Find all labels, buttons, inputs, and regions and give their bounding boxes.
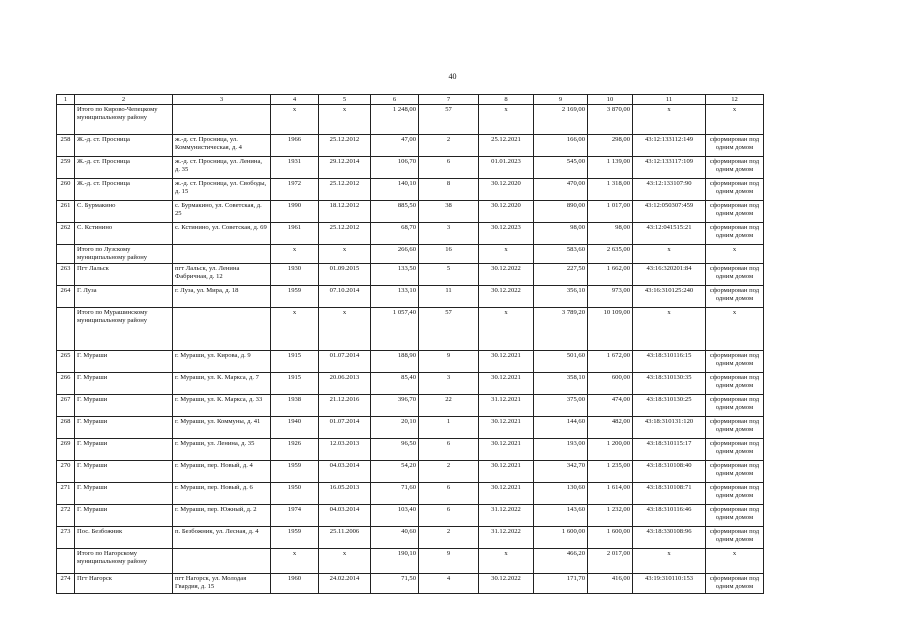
cadastral-number: 43:18:310130:25: [633, 395, 706, 417]
table-row: [57, 135, 764, 157]
address: пгт Лальск, ул. Ленина Фабричная, д. 12: [173, 264, 271, 286]
planned-resettlement-date: 30.12.2021: [479, 461, 534, 483]
row-number: 273: [57, 527, 75, 549]
address: [173, 245, 271, 264]
subtotal-row: [57, 308, 764, 351]
date-recognized-emergency: х: [319, 105, 371, 135]
subtotal-row: [57, 105, 764, 135]
settlement-name: Г. Мураши: [75, 505, 173, 527]
table-row: [57, 439, 764, 461]
cadastral-number: 43:12:041515:21: [633, 223, 706, 245]
date-recognized-emergency: х: [319, 549, 371, 574]
address: г. Мураши, ул. Кирова, д. 9: [173, 351, 271, 373]
settlement-name: Г. Мураши: [75, 373, 173, 395]
area: 71,60: [371, 483, 419, 505]
year-built: 1972: [271, 179, 319, 201]
land-status: сформирован под одним домом: [706, 373, 764, 395]
settlement-name: Г. Мураши: [75, 351, 173, 373]
date-recognized-emergency: 16.05.2013: [319, 483, 371, 505]
row-number: 260: [57, 179, 75, 201]
land-area: 466,20: [534, 549, 588, 574]
settlement-name: Г. Мураши: [75, 483, 173, 505]
housing-register-table: [56, 94, 764, 594]
land-area: 130,60: [534, 483, 588, 505]
row-number: 263: [57, 264, 75, 286]
address: ж.-д. ст. Просница, ул. Ленина, д. 35: [173, 157, 271, 179]
cadastral-number: 43:12:050307:459: [633, 201, 706, 223]
table-row: [57, 373, 764, 395]
cadastral-value: 298,00: [588, 135, 633, 157]
cadastral-value: 1 318,00: [588, 179, 633, 201]
area: 103,40: [371, 505, 419, 527]
date-recognized-emergency: 04.03.2014: [319, 505, 371, 527]
row-number: 268: [57, 417, 75, 439]
area: 20,10: [371, 417, 419, 439]
land-status: сформирован под одним домом: [706, 395, 764, 417]
column-number: 7: [419, 95, 479, 105]
year-built: 1915: [271, 373, 319, 395]
residents-count: 38: [419, 201, 479, 223]
date-recognized-emergency: 24.02.2014: [319, 574, 371, 594]
column-number: 8: [479, 95, 534, 105]
date-recognized-emergency: х: [319, 245, 371, 264]
land-status: сформирован под одним домом: [706, 286, 764, 308]
column-number: 1: [57, 95, 75, 105]
address: г. Мураши, ул. Ленина, д. 35: [173, 439, 271, 461]
date-recognized-emergency: 25.12.2012: [319, 223, 371, 245]
year-built: 1990: [271, 201, 319, 223]
year-built: х: [271, 245, 319, 264]
address: г. Мураши, пер. Новый, д. 6: [173, 483, 271, 505]
land-status: сформирован под одним домом: [706, 135, 764, 157]
land-area: 166,00: [534, 135, 588, 157]
row-number: [57, 308, 75, 351]
date-recognized-emergency: 12.03.2013: [319, 439, 371, 461]
land-status: сформирован под одним домом: [706, 201, 764, 223]
cadastral-number: 43:12:133112:149: [633, 135, 706, 157]
date-recognized-emergency: 21.12.2016: [319, 395, 371, 417]
land-area: 583,60: [534, 245, 588, 264]
row-number: 261: [57, 201, 75, 223]
land-area: 144,60: [534, 417, 588, 439]
address: с. Бурмакино, ул. Советская, д. 25: [173, 201, 271, 223]
table-row: [57, 461, 764, 483]
settlement-name: Г. Мураши: [75, 417, 173, 439]
planned-resettlement-date: 30.12.2021: [479, 351, 534, 373]
table-row: [57, 157, 764, 179]
area: 1 248,00: [371, 105, 419, 135]
cadastral-number: 43:18:310108:40: [633, 461, 706, 483]
residents-count: 16: [419, 245, 479, 264]
residents-count: 57: [419, 105, 479, 135]
land-area: 227,50: [534, 264, 588, 286]
address: г. Мураши, пер. Новый, д. 4: [173, 461, 271, 483]
residents-count: 9: [419, 351, 479, 373]
planned-resettlement-date: 30.12.2020: [479, 179, 534, 201]
cadastral-value: 1 139,00: [588, 157, 633, 179]
land-status: сформирован под одним домом: [706, 505, 764, 527]
cadastral-number: х: [633, 549, 706, 574]
date-recognized-emergency: 20.06.2013: [319, 373, 371, 395]
land-area: 358,10: [534, 373, 588, 395]
land-status: сформирован под одним домом: [706, 527, 764, 549]
table-row: [57, 417, 764, 439]
land-status: сформирован под одним домом: [706, 417, 764, 439]
year-built: х: [271, 308, 319, 351]
cadastral-number: х: [633, 308, 706, 351]
address: пгт Нагорск, ул. Молодая Гвардия, д. 15: [173, 574, 271, 594]
column-number: 6: [371, 95, 419, 105]
table-row: [57, 286, 764, 308]
row-number: 258: [57, 135, 75, 157]
planned-resettlement-date: 31.12.2022: [479, 527, 534, 549]
row-number: [57, 549, 75, 574]
area: 40,60: [371, 527, 419, 549]
planned-resettlement-date: х: [479, 245, 534, 264]
planned-resettlement-date: х: [479, 105, 534, 135]
year-built: 1974: [271, 505, 319, 527]
address: [173, 549, 271, 574]
planned-resettlement-date: 30.12.2023: [479, 223, 534, 245]
planned-resettlement-date: 30.12.2022: [479, 264, 534, 286]
land-area: 375,00: [534, 395, 588, 417]
residents-count: 1: [419, 417, 479, 439]
row-number: 267: [57, 395, 75, 417]
cadastral-value: 1 662,00: [588, 264, 633, 286]
land-area: 545,00: [534, 157, 588, 179]
area: 133,10: [371, 286, 419, 308]
settlement-name: Итого по Лузскому муниципальному району: [75, 245, 173, 264]
row-number: 262: [57, 223, 75, 245]
residents-count: 11: [419, 286, 479, 308]
row-number: 259: [57, 157, 75, 179]
settlement-name: Итого по Кирово-Чепецкому муниципальному району: [75, 105, 173, 135]
cadastral-value: 474,00: [588, 395, 633, 417]
date-recognized-emergency: 18.12.2012: [319, 201, 371, 223]
settlement-name: Итого по Мурашинскому муниципальному району: [75, 308, 173, 351]
cadastral-number: 43:18:310108:71: [633, 483, 706, 505]
land-status: сформирован под одним домом: [706, 483, 764, 505]
column-number: 10: [588, 95, 633, 105]
address: ж.-д. ст. Просница, ул. Свободы, д. 15: [173, 179, 271, 201]
date-recognized-emergency: 01.07.2014: [319, 351, 371, 373]
cadastral-value: 10 109,00: [588, 308, 633, 351]
column-number: 4: [271, 95, 319, 105]
column-number: 12: [706, 95, 764, 105]
land-status: сформирован под одним домом: [706, 179, 764, 201]
cadastral-number: 43:12:133107:90: [633, 179, 706, 201]
date-recognized-emergency: 25.12.2012: [319, 179, 371, 201]
settlement-name: Ж.-д. ст. Просница: [75, 135, 173, 157]
residents-count: 2: [419, 461, 479, 483]
residents-count: 22: [419, 395, 479, 417]
land-status: сформирован под одним домом: [706, 264, 764, 286]
area: 266,60: [371, 245, 419, 264]
cadastral-number: 43:16:310125:240: [633, 286, 706, 308]
settlement-name: Г. Луза: [75, 286, 173, 308]
cadastral-value: 600,00: [588, 373, 633, 395]
area: 85,40: [371, 373, 419, 395]
subtotal-row: [57, 549, 764, 574]
land-area: 143,60: [534, 505, 588, 527]
column-number-row: [57, 95, 764, 105]
cadastral-value: 1 017,00: [588, 201, 633, 223]
address: ж.-д. ст. Просница, ул. Коммунистическая, д. 4: [173, 135, 271, 157]
subtotal-row: [57, 245, 764, 264]
cadastral-value: 973,00: [588, 286, 633, 308]
column-number: 9: [534, 95, 588, 105]
address: г. Луза, ул. Мира, д. 18: [173, 286, 271, 308]
row-number: 274: [57, 574, 75, 594]
year-built: 1959: [271, 527, 319, 549]
year-built: х: [271, 549, 319, 574]
settlement-name: Итого по Нагорскому муниципальному району: [75, 549, 173, 574]
land-status: х: [706, 308, 764, 351]
area: 47,00: [371, 135, 419, 157]
land-status: х: [706, 105, 764, 135]
row-number: 265: [57, 351, 75, 373]
planned-resettlement-date: 25.12.2021: [479, 135, 534, 157]
area: 1 057,40: [371, 308, 419, 351]
planned-resettlement-date: 30.12.2021: [479, 483, 534, 505]
year-built: 1926: [271, 439, 319, 461]
land-status: сформирован под одним домом: [706, 439, 764, 461]
year-built: 1930: [271, 264, 319, 286]
land-area: 171,70: [534, 574, 588, 594]
cadastral-number: 43:19:310110:153: [633, 574, 706, 594]
cadastral-value: 1 200,00: [588, 439, 633, 461]
planned-resettlement-date: 31.12.2021: [479, 395, 534, 417]
table-row: [57, 264, 764, 286]
cadastral-value: 2 017,00: [588, 549, 633, 574]
table-row: [57, 223, 764, 245]
cadastral-number: 43:18:310116:46: [633, 505, 706, 527]
land-area: 501,60: [534, 351, 588, 373]
cadastral-number: х: [633, 245, 706, 264]
year-built: 1931: [271, 157, 319, 179]
cadastral-number: 43:16:320201:84: [633, 264, 706, 286]
cadastral-value: 98,00: [588, 223, 633, 245]
cadastral-value: 1 672,00: [588, 351, 633, 373]
residents-count: 8: [419, 179, 479, 201]
date-recognized-emergency: 01.07.2014: [319, 417, 371, 439]
land-area: 342,70: [534, 461, 588, 483]
table-row: [57, 351, 764, 373]
row-number: 264: [57, 286, 75, 308]
column-number: 5: [319, 95, 371, 105]
year-built: х: [271, 105, 319, 135]
year-built: 1959: [271, 286, 319, 308]
year-built: 1966: [271, 135, 319, 157]
cadastral-value: 1 614,00: [588, 483, 633, 505]
planned-resettlement-date: 30.12.2021: [479, 417, 534, 439]
settlement-name: Пос. Безбожник: [75, 527, 173, 549]
planned-resettlement-date: 30.12.2021: [479, 439, 534, 461]
column-number: 2: [75, 95, 173, 105]
area: 54,20: [371, 461, 419, 483]
cadastral-number: 43:18:310130:35: [633, 373, 706, 395]
planned-resettlement-date: 30.12.2022: [479, 574, 534, 594]
row-number: 266: [57, 373, 75, 395]
area: 885,50: [371, 201, 419, 223]
residents-count: 6: [419, 483, 479, 505]
land-area: 890,00: [534, 201, 588, 223]
residents-count: 2: [419, 527, 479, 549]
settlement-name: Пгт Нагорск: [75, 574, 173, 594]
residents-count: 57: [419, 308, 479, 351]
land-area: 3 789,20: [534, 308, 588, 351]
year-built: 1915: [271, 351, 319, 373]
year-built: 1938: [271, 395, 319, 417]
planned-resettlement-date: 01.01.2023: [479, 157, 534, 179]
table-row: [57, 574, 764, 594]
area: 188,90: [371, 351, 419, 373]
year-built: 1960: [271, 574, 319, 594]
year-built: 1959: [271, 461, 319, 483]
settlement-name: С. Бурмакино: [75, 201, 173, 223]
year-built: 1940: [271, 417, 319, 439]
cadastral-number: х: [633, 105, 706, 135]
year-built: 1961: [271, 223, 319, 245]
date-recognized-emergency: 07.10.2014: [319, 286, 371, 308]
table-row: [57, 201, 764, 223]
address: [173, 105, 271, 135]
cadastral-number: 43:18:310131:120: [633, 417, 706, 439]
address: г. Мураши, ул. Коммуны, д. 41: [173, 417, 271, 439]
row-number: 272: [57, 505, 75, 527]
land-area: 470,00: [534, 179, 588, 201]
residents-count: 3: [419, 223, 479, 245]
cadastral-value: 1 235,00: [588, 461, 633, 483]
table-row: [57, 527, 764, 549]
area: 68,70: [371, 223, 419, 245]
address: [173, 308, 271, 351]
settlement-name: Г. Мураши: [75, 461, 173, 483]
row-number: 271: [57, 483, 75, 505]
cadastral-value: 3 870,00: [588, 105, 633, 135]
land-status: сформирован под одним домом: [706, 223, 764, 245]
area: 140,10: [371, 179, 419, 201]
row-number: 269: [57, 439, 75, 461]
residents-count: 2: [419, 135, 479, 157]
land-area: 356,10: [534, 286, 588, 308]
land-status: сформирован под одним домом: [706, 351, 764, 373]
residents-count: 3: [419, 373, 479, 395]
table-row: [57, 179, 764, 201]
address: п. Безбожник, ул. Лесная, д. 4: [173, 527, 271, 549]
table-row: [57, 483, 764, 505]
row-number: [57, 105, 75, 135]
column-number: 11: [633, 95, 706, 105]
residents-count: 6: [419, 157, 479, 179]
planned-resettlement-date: х: [479, 308, 534, 351]
land-status: х: [706, 549, 764, 574]
settlement-name: Ж.-д. ст. Просница: [75, 179, 173, 201]
planned-resettlement-date: 30.12.2020: [479, 201, 534, 223]
area: 133,50: [371, 264, 419, 286]
residents-count: 4: [419, 574, 479, 594]
address: г. Мураши, пер. Южный, д. 2: [173, 505, 271, 527]
date-recognized-emergency: 25.11.2006: [319, 527, 371, 549]
address: г. Мураши, ул. К. Маркса, д. 7: [173, 373, 271, 395]
planned-resettlement-date: 31.12.2022: [479, 505, 534, 527]
land-area: 193,00: [534, 439, 588, 461]
residents-count: 9: [419, 549, 479, 574]
date-recognized-emergency: 25.12.2012: [319, 135, 371, 157]
settlement-name: Ж.-д. ст. Просница: [75, 157, 173, 179]
date-recognized-emergency: 29.12.2014: [319, 157, 371, 179]
land-status: сформирован под одним домом: [706, 157, 764, 179]
page-number: 40: [448, 72, 457, 81]
cadastral-value: 1 232,00: [588, 505, 633, 527]
area: 190,10: [371, 549, 419, 574]
residents-count: 5: [419, 264, 479, 286]
land-area: 2 169,00: [534, 105, 588, 135]
land-status: х: [706, 245, 764, 264]
residents-count: 6: [419, 505, 479, 527]
cadastral-number: 43:18:310116:15: [633, 351, 706, 373]
year-built: 1950: [271, 483, 319, 505]
cadastral-number: 43:12:133117:109: [633, 157, 706, 179]
cadastral-number: 43:18:330108:96: [633, 527, 706, 549]
planned-resettlement-date: х: [479, 549, 534, 574]
area: 96,50: [371, 439, 419, 461]
residents-count: 6: [419, 439, 479, 461]
cadastral-value: 482,00: [588, 417, 633, 439]
land-area: 98,00: [534, 223, 588, 245]
row-number: 270: [57, 461, 75, 483]
area: 71,50: [371, 574, 419, 594]
date-recognized-emergency: х: [319, 308, 371, 351]
table-row: [57, 395, 764, 417]
address: г. Мураши, ул. К. Маркса, д. 33: [173, 395, 271, 417]
settlement-name: С. Кстинино: [75, 223, 173, 245]
settlement-name: Г. Мураши: [75, 395, 173, 417]
cadastral-value: 2 635,00: [588, 245, 633, 264]
cadastral-value: 416,00: [588, 574, 633, 594]
row-number: [57, 245, 75, 264]
land-status: сформирован под одним домом: [706, 461, 764, 483]
planned-resettlement-date: 30.12.2022: [479, 286, 534, 308]
planned-resettlement-date: 30.12.2021: [479, 373, 534, 395]
cadastral-value: 1 600,00: [588, 527, 633, 549]
table-row: [57, 505, 764, 527]
land-area: 1 600,00: [534, 527, 588, 549]
area: 106,70: [371, 157, 419, 179]
settlement-name: Пгт Лальск: [75, 264, 173, 286]
area: 396,70: [371, 395, 419, 417]
cadastral-number: 43:18:310115:17: [633, 439, 706, 461]
land-status: сформирован под одним домом: [706, 574, 764, 594]
column-number: 3: [173, 95, 271, 105]
settlement-name: Г. Мураши: [75, 439, 173, 461]
date-recognized-emergency: 01.09.2015: [319, 264, 371, 286]
date-recognized-emergency: 04.03.2014: [319, 461, 371, 483]
address: с. Кстинино, ул. Советская, д. 69: [173, 223, 271, 245]
